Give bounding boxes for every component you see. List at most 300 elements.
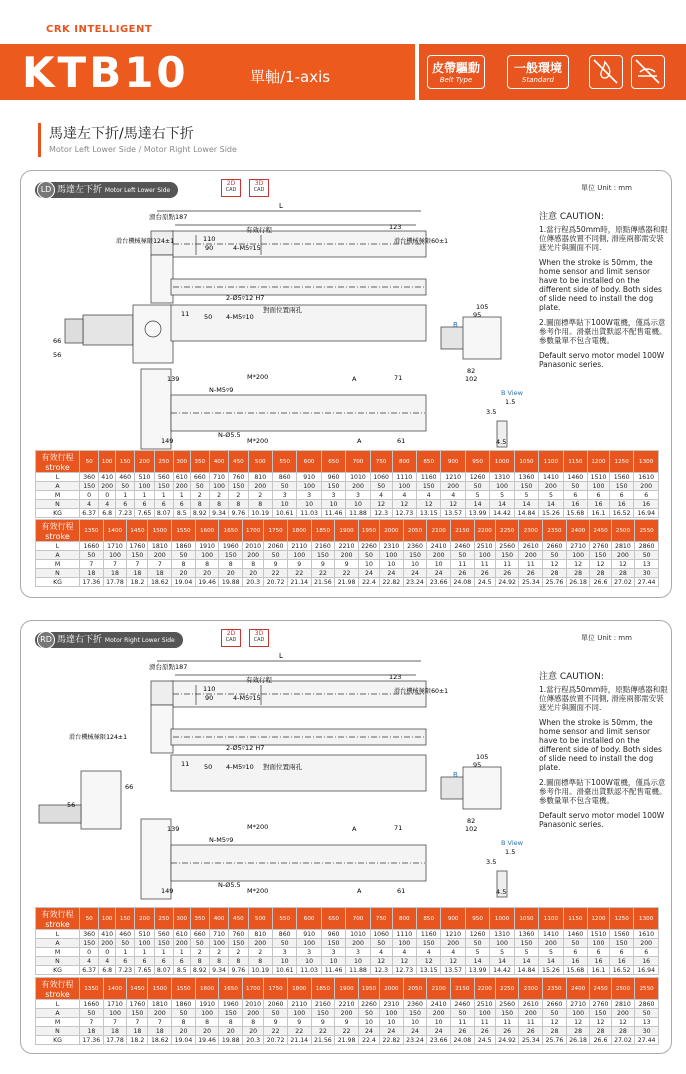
table-cell: 1960 [219, 1000, 243, 1009]
row-key: N [36, 957, 80, 966]
table-cell: 21.98 [335, 1036, 359, 1045]
svg-text:A: A [357, 437, 362, 445]
stroke-value: 50 [80, 908, 99, 930]
table-cell: 8.5 [173, 509, 190, 518]
table-cell: 2 [229, 491, 248, 500]
table-cell: 7 [80, 1018, 104, 1027]
table-cell: 2010 [243, 542, 264, 551]
stroke-value: 1350 [80, 520, 104, 542]
table-cell: 150 [609, 482, 633, 491]
table-cell: 17.36 [80, 578, 104, 587]
table-cell: 10 [272, 957, 296, 966]
stroke-value: 550 [272, 908, 296, 930]
stroke-value: 900 [441, 451, 465, 473]
stroke-value: 600 [297, 908, 321, 930]
row-key: M [36, 491, 80, 500]
table-cell: 150 [154, 939, 173, 948]
table-cell: 1260 [465, 473, 489, 482]
table-cell: 15.26 [539, 509, 563, 518]
row-key: A [36, 1009, 80, 1018]
table-cell: 7 [103, 1018, 127, 1027]
table-cell: 16.52 [609, 966, 633, 975]
svg-text:50: 50 [204, 313, 213, 321]
table-cell: 28 [566, 1027, 590, 1036]
row-key: M [36, 560, 80, 569]
table-cell: 360 [80, 473, 99, 482]
stroke-value: 500 [248, 908, 272, 930]
table-cell: 100 [135, 939, 154, 948]
cad-3d-button[interactable]: 3D CAD [249, 629, 269, 647]
table-cell: 12.73 [392, 509, 416, 518]
table-cell: 50 [563, 482, 587, 491]
table-cell: 11.46 [321, 509, 345, 518]
table-cell: 2410 [427, 1000, 451, 1009]
table-cell: 3 [272, 491, 296, 500]
table-cell: 50 [190, 939, 209, 948]
stroke-value: 1400 [103, 520, 127, 542]
table-cell: 1160 [417, 473, 441, 482]
stroke-value: 1650 [219, 520, 243, 542]
stroke-value: 1500 [148, 520, 172, 542]
table-cell: 510 [135, 930, 154, 939]
table-cell: 22 [264, 569, 288, 578]
table-cell: 100 [392, 482, 416, 491]
table-cell: 11.03 [297, 509, 321, 518]
cad-3d-button[interactable]: 3D CAD [249, 179, 269, 197]
table-cell: 560 [154, 930, 173, 939]
table-cell: 2760 [590, 1000, 611, 1009]
table-cell: 1560 [609, 930, 633, 939]
table-cell: 200 [611, 551, 635, 560]
table-cell: 26 [474, 569, 495, 578]
table-cell: 30 [635, 569, 659, 578]
table-cell: 18 [80, 1027, 104, 1036]
table-cell: 100 [287, 1009, 311, 1018]
table-cell: 26 [519, 569, 543, 578]
table-cell: 50 [358, 1009, 379, 1018]
table-cell: 13 [635, 1018, 659, 1027]
table-cell: 1 [135, 491, 154, 500]
table-cell: 2810 [611, 542, 635, 551]
stroke-value: 2200 [474, 520, 495, 542]
table-cell: 1160 [417, 930, 441, 939]
table-row [36, 1000, 659, 1009]
svg-text:對面位置兩孔: 對面位置兩孔 [263, 763, 302, 771]
stroke-value: 2400 [566, 978, 590, 1000]
svg-text:56: 56 [53, 351, 62, 359]
table-cell: 14.84 [514, 509, 538, 518]
table-cell: 10.19 [248, 966, 272, 975]
row-key: A [36, 939, 80, 948]
svg-text:61: 61 [397, 887, 406, 895]
panel-rd [20, 620, 672, 1054]
table-cell: 150 [514, 939, 538, 948]
model-title: KTB10 [22, 48, 189, 97]
stroke-value: 1250 [609, 908, 633, 930]
table-cell: 11.88 [346, 966, 370, 975]
table-cell: 50 [451, 1009, 475, 1018]
table-cell: 100 [566, 551, 590, 560]
stroke-value: 200 [135, 451, 154, 473]
table-cell: 200 [427, 551, 451, 560]
stroke-value: 2250 [495, 978, 519, 1000]
table-cell: 22 [311, 1027, 335, 1036]
stroke-value: 1500 [148, 978, 172, 1000]
table-cell: 6 [634, 948, 659, 957]
stroke-value: 2500 [611, 520, 635, 542]
table-cell: 2 [209, 948, 228, 957]
stroke-value: 2000 [380, 978, 404, 1000]
table-cell: 8.92 [190, 966, 209, 975]
table-cell: 16 [563, 500, 587, 509]
table-cell: 9 [335, 1018, 359, 1027]
table-cell: 1310 [490, 473, 514, 482]
stroke-value: 2100 [427, 520, 451, 542]
table-cell: 150 [403, 1009, 427, 1018]
table-cell: 2360 [403, 1000, 427, 1009]
table-cell: 16.1 [588, 966, 610, 975]
stroke-value: 1900 [335, 520, 359, 542]
table-cell: 18 [103, 569, 127, 578]
svg-text:11: 11 [181, 760, 190, 768]
stroke-value: 100 [99, 908, 116, 930]
stroke-value: 150 [116, 908, 135, 930]
table-cell: 8 [229, 500, 248, 509]
table-cell: 2160 [311, 542, 335, 551]
table-cell: 1210 [441, 930, 465, 939]
table-cell: 7.23 [116, 509, 135, 518]
table-cell: 16.94 [634, 966, 659, 975]
table-cell: 100 [209, 939, 228, 948]
table-cell: 6 [609, 491, 633, 500]
table-cell: 200 [346, 482, 370, 491]
table-cell: 2 [248, 948, 272, 957]
stroke-value: 300 [173, 451, 190, 473]
table-cell: 50 [451, 551, 475, 560]
table-cell: 810 [248, 473, 272, 482]
table-cell: 14 [490, 957, 514, 966]
technical-drawing-rd [21, 649, 541, 905]
table-cell: 2510 [474, 1000, 495, 1009]
table-cell: 200 [441, 482, 465, 491]
table-cell: 150 [495, 551, 519, 560]
table-cell: 19.88 [219, 1036, 243, 1045]
table-cell: 24.08 [451, 1036, 475, 1045]
svg-text:95: 95 [473, 311, 482, 319]
stroke-value: 2500 [611, 978, 635, 1000]
table-cell: 860 [272, 473, 296, 482]
section-title: 馬達左下折/馬達右下折 [49, 126, 194, 142]
table-cell: 610 [173, 473, 190, 482]
table-cell: 14 [490, 500, 514, 509]
stroke-value: 2050 [403, 978, 427, 1000]
svg-text:滑台機械極限60±1: 滑台機械極限60±1 [394, 688, 449, 695]
table-cell: 50 [116, 939, 135, 948]
table-cell: 100 [392, 939, 416, 948]
table-cell: 10 [297, 500, 321, 509]
table-cell: 24.5 [474, 1036, 495, 1045]
svg-text:3.5: 3.5 [486, 858, 497, 866]
stroke-value: 1200 [588, 451, 610, 473]
table-cell: 150 [590, 551, 611, 560]
stroke-value: 400 [209, 908, 228, 930]
table-cell: 50 [116, 482, 135, 491]
svg-text:A: A [352, 375, 357, 383]
table-cell: 16 [634, 500, 659, 509]
svg-text:4.5: 4.5 [496, 438, 507, 446]
table-cell: 12 [543, 560, 567, 569]
table-cell: 11.46 [321, 966, 345, 975]
table-cell: 9.34 [209, 966, 228, 975]
unit-label: 單位 Unit : mm [581, 634, 632, 642]
table-cell: 7 [127, 1018, 148, 1027]
stroke-value: 2100 [427, 978, 451, 1000]
svg-text:M*200: M*200 [247, 823, 269, 831]
cad-2d-button[interactable]: 2D CAD [221, 179, 241, 197]
panel-tab-rd: RD 馬達右下折 Motor Right Lower Side [35, 632, 183, 648]
table-cell: 20 [195, 1027, 219, 1036]
table-cell: 1710 [103, 542, 127, 551]
stroke-value: 1050 [514, 908, 538, 930]
table-cell: 17.78 [103, 578, 127, 587]
table-row [36, 491, 659, 500]
table-cell: 23.66 [427, 1036, 451, 1045]
table-cell: 2110 [287, 1000, 311, 1009]
svg-text:110: 110 [203, 685, 216, 693]
table-cell: 810 [248, 930, 272, 939]
svg-text:71: 71 [394, 374, 403, 382]
table-cell: 11 [495, 560, 519, 569]
stroke-value: 1600 [195, 520, 219, 542]
caution-notes: 注意 CAUTION: 1.當行程爲50mm時，原點傳感器和限位傳感器放置不同側, 滑座兩都需安裝遮光片與圖面不同. When the stroke is 50mm, the home sensor and limit sensor have to be installed on the different side of body. Both sides of slide need to install the dog plate. 2.圖面標準貼下100W電機，僅爲示意參考作用。滑臺出貨默認不配售電機。參數量單不包含電機。 Default servo motor model 100W Panasonic series. [539, 212, 668, 369]
table-cell: 12.73 [392, 966, 416, 975]
no-flame-icon [589, 55, 623, 89]
table-cell: 28 [543, 569, 567, 578]
table-cell: 28 [611, 569, 635, 578]
panel-code: LD [37, 181, 55, 199]
cad-2d-button[interactable]: 2D CAD [221, 629, 241, 647]
table-cell: 710 [209, 930, 228, 939]
table-cell: 12 [370, 500, 392, 509]
table-cell: 100 [490, 482, 514, 491]
svg-text:B View: B View [501, 839, 523, 847]
svg-text:對面位置兩孔: 對面位置兩孔 [263, 306, 302, 314]
table-cell: 200 [519, 1009, 543, 1018]
stroke-value: 2450 [590, 978, 611, 1000]
table-cell: 7.65 [135, 966, 154, 975]
svg-text:2-Ø5▿12 H7: 2-Ø5▿12 H7 [226, 294, 265, 302]
table-cell: 100 [588, 482, 610, 491]
table-cell: 26 [474, 1027, 495, 1036]
table-cell: 5 [490, 948, 514, 957]
table-cell: 24.92 [495, 1036, 519, 1045]
table-cell: 1810 [148, 542, 172, 551]
table-cell: 22 [287, 569, 311, 578]
table-cell: 13.57 [441, 509, 465, 518]
table-cell: 4 [417, 948, 441, 957]
table-cell: 20 [195, 569, 219, 578]
table-cell: 50 [80, 551, 104, 560]
table-cell: 2560 [495, 1000, 519, 1009]
table-cell: 2710 [566, 1000, 590, 1009]
table-cell: 1 [154, 948, 173, 957]
table-cell: 14 [539, 957, 563, 966]
stroke-value: 250 [154, 451, 173, 473]
table-cell: 1360 [514, 930, 538, 939]
table-cell: 10 [427, 560, 451, 569]
table-cell: 200 [539, 482, 563, 491]
table-cell: 22 [335, 1027, 359, 1036]
svg-text:4-M5▿10: 4-M5▿10 [226, 313, 254, 321]
table-cell: 16 [563, 957, 587, 966]
table-cell: 8 [248, 500, 272, 509]
svg-text:102: 102 [465, 375, 478, 383]
table-cell: 12 [370, 957, 392, 966]
table-cell: 150 [403, 551, 427, 560]
table-cell: 1010 [346, 930, 370, 939]
stroke-value: 300 [173, 908, 190, 930]
stroke-value: 650 [321, 908, 345, 930]
stroke-value: 800 [392, 451, 416, 473]
table-cell: 2060 [264, 542, 288, 551]
table-cell: 150 [80, 482, 99, 491]
table-cell: 26.6 [590, 578, 611, 587]
table-cell: 2210 [335, 542, 359, 551]
table-cell: 1610 [634, 473, 659, 482]
svg-text:102: 102 [465, 825, 478, 833]
table-cell: 610 [173, 930, 190, 939]
table-cell: 2610 [519, 1000, 543, 1009]
table-row [36, 560, 659, 569]
table-cell: 10 [321, 500, 345, 509]
table-cell: 14.84 [514, 966, 538, 975]
table-cell: 22.4 [358, 578, 379, 587]
table-cell: 960 [321, 930, 345, 939]
table-cell: 860 [272, 930, 296, 939]
table-cell: 1960 [219, 542, 243, 551]
table-cell: 8 [243, 560, 264, 569]
stroke-value: 750 [370, 908, 392, 930]
spec-table-rd-1 [35, 907, 659, 975]
table-cell: 150 [321, 939, 345, 948]
table-cell: 18 [80, 569, 104, 578]
table-cell: 6.8 [99, 966, 116, 975]
table-cell: 12 [543, 1018, 567, 1027]
stroke-value: 1150 [563, 908, 587, 930]
table-cell: 3 [297, 948, 321, 957]
table-cell: 12 [392, 957, 416, 966]
svg-text:N-M5▿9: N-M5▿9 [209, 836, 234, 844]
table-cell: 21.56 [311, 578, 335, 587]
table-cell: 8 [219, 1018, 243, 1027]
table-cell: 2760 [590, 542, 611, 551]
table-cell: 1060 [370, 930, 392, 939]
stroke-value: 1550 [172, 520, 196, 542]
table-cell: 100 [287, 551, 311, 560]
svg-text:105: 105 [476, 753, 489, 761]
table-cell: 23.24 [403, 1036, 427, 1045]
row-key: N [36, 1027, 80, 1036]
table-cell: 8.07 [154, 509, 173, 518]
svg-text:149: 149 [161, 887, 174, 895]
table-cell: 14 [465, 500, 489, 509]
table-row [36, 569, 659, 578]
table-cell: 11 [451, 1018, 475, 1027]
table-cell: 5 [465, 491, 489, 500]
panel-ld [20, 170, 672, 598]
table-cell: 50 [635, 551, 659, 560]
table-cell: 100 [380, 1009, 404, 1018]
table-cell: 20 [219, 569, 243, 578]
stroke-value: 900 [441, 908, 465, 930]
spec-table-ld-2 [35, 519, 659, 587]
table-cell: 960 [321, 473, 345, 482]
table-cell: 19.04 [172, 578, 196, 587]
stroke-value: 1450 [127, 520, 148, 542]
table-cell: 150 [80, 939, 99, 948]
svg-text:N-Ø5.5: N-Ø5.5 [218, 881, 241, 889]
table-cell: 14 [514, 500, 538, 509]
unit-label: 單位 Unit : mm [581, 184, 632, 192]
table-cell: 150 [609, 939, 633, 948]
table-cell: 6 [135, 500, 154, 509]
table-cell: 150 [311, 551, 335, 560]
table-cell: 22.82 [380, 1036, 404, 1045]
table-cell: 100 [195, 551, 219, 560]
stroke-value: 1300 [634, 451, 659, 473]
table-cell: 19.46 [195, 1036, 219, 1045]
table-cell: 50 [370, 939, 392, 948]
table-cell: 7 [103, 560, 127, 569]
table-cell: 50 [272, 482, 296, 491]
table-cell: 910 [297, 473, 321, 482]
table-cell: 16 [634, 957, 659, 966]
table-cell: 2460 [451, 1000, 475, 1009]
table-cell: 10 [403, 1018, 427, 1027]
svg-text:82: 82 [467, 367, 476, 375]
table-cell: 1110 [392, 473, 416, 482]
svg-text:4-M5▿15: 4-M5▿15 [233, 244, 261, 252]
stroke-value: 550 [272, 451, 296, 473]
table-row [36, 509, 659, 518]
table-cell: 410 [99, 473, 116, 482]
table-cell: 21.56 [311, 1036, 335, 1045]
table-cell: 8.92 [190, 509, 209, 518]
table-cell: 11 [519, 1018, 543, 1027]
svg-text:N-Ø5.5: N-Ø5.5 [218, 431, 241, 439]
table-cell: 200 [346, 939, 370, 948]
table-cell: 9 [335, 560, 359, 569]
table-cell: 1110 [392, 930, 416, 939]
table-cell: 0 [99, 948, 116, 957]
table-cell: 8 [209, 500, 228, 509]
table-cell: 10.61 [272, 966, 296, 975]
table-cell: 8 [172, 560, 196, 569]
row-key: L [36, 542, 80, 551]
table-cell: 18.2 [127, 578, 148, 587]
svg-text:有效行程: 有效行程 [246, 226, 272, 234]
table-cell: 13.15 [417, 966, 441, 975]
table-cell: 2 [229, 948, 248, 957]
table-cell: 710 [209, 473, 228, 482]
table-cell: 26.18 [566, 1036, 590, 1045]
svg-text:滑台機械極限124±1: 滑台機械極限124±1 [69, 734, 128, 741]
table-cell: 17.78 [103, 1036, 127, 1045]
table-cell: 150 [311, 1009, 335, 1018]
svg-text:B: B [453, 321, 458, 329]
table-cell: 1 [154, 491, 173, 500]
table-cell: 10.19 [248, 509, 272, 518]
